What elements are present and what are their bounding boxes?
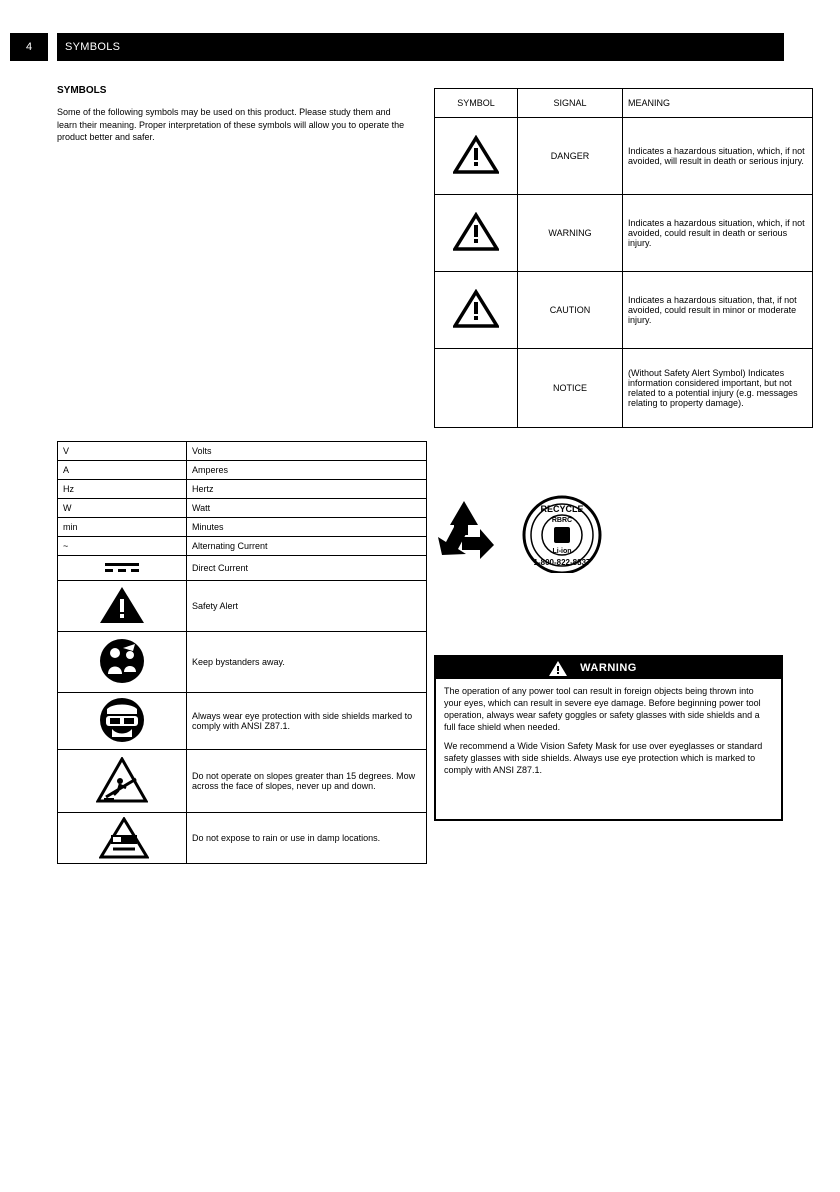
symbol-cell: min: [58, 518, 187, 537]
signal-word: WARNING: [518, 195, 623, 272]
symbol-cell: Hz: [58, 480, 187, 499]
notice-symbol-cell: [435, 349, 518, 428]
warning-box-title: WARNING: [580, 662, 637, 674]
keep-bystanders-away-cell: [58, 632, 187, 693]
table-row: [58, 499, 427, 518]
eye-protection-warning-box: [434, 655, 783, 821]
safety-alert-cell: [58, 581, 187, 632]
table-row: [435, 195, 813, 272]
temperature-cell: [58, 813, 187, 864]
signal-word: CAUTION: [518, 272, 623, 349]
table-row: [58, 750, 427, 813]
table-row: [58, 813, 427, 864]
svg-text:RBRC: RBRC: [551, 517, 573, 524]
signal-meaning: Indicates a hazardous situation, which, if not avoided, could result in death or serious injury.: [623, 195, 813, 272]
symbol-desc-cell: Watt: [187, 499, 427, 518]
signal-meaning: Indicates a hazardous situation, that, if not avoided, could result in minor or moderate injury.: [623, 272, 813, 349]
danger-symbol-cell: [435, 118, 518, 195]
symbol-desc-cell: Minutes: [187, 518, 427, 537]
eye-protection-cell: [58, 693, 187, 750]
page-number-box: [10, 33, 48, 61]
signal-meaning: (Without Safety Alert Symbol) Indicates information considered important, but not related to a potential injury (e.g. messages relating to property damage).: [623, 349, 813, 428]
warning-paragraph: We recommend a Wide Vision Safety Mask for use over eyeglasses or standard safety glasses with side shields. Always use eye protection which is marked to comply with ANSI Z87.1.: [444, 740, 763, 775]
table-row: [435, 349, 813, 428]
symbol-desc-cell: Safety Alert: [187, 581, 427, 632]
warning-box-body: [436, 679, 781, 819]
page-number: 4: [25, 41, 33, 53]
page-title: SYMBOLS: [65, 41, 121, 53]
header-title-bar: [57, 33, 784, 61]
def-header-symbol: SYMBOL: [435, 89, 518, 118]
warning-triangle-icon: [453, 212, 499, 252]
symbol-desc-cell: Always wear eye protection with side shields marked to comply with ANSI Z87.1.: [187, 693, 427, 750]
symbol-cell: W: [58, 499, 187, 518]
slope-hazard-icon: [96, 757, 148, 803]
direct-current-icon: [105, 560, 139, 574]
svg-text:RECYCLE: RECYCLE: [540, 504, 584, 514]
table-row: [58, 461, 427, 480]
warning-triangle-icon: [548, 660, 568, 682]
temperature-icon: [99, 817, 145, 857]
def-header-signal: SIGNAL: [518, 89, 623, 118]
symbol-desc-cell: Keep bystanders away.: [187, 632, 427, 693]
warning-triangle-icon: [453, 289, 499, 329]
symbol-desc-cell: Alternating Current: [187, 537, 427, 556]
symbol-desc-cell: Hertz: [187, 480, 427, 499]
symbol-cell: ~: [58, 537, 187, 556]
symbol-cell: A: [58, 461, 187, 480]
table-row: [435, 272, 813, 349]
table-row: [58, 537, 427, 556]
safety-alert-icon: [99, 585, 145, 625]
symbol-cell: V: [58, 442, 187, 461]
symbol-desc-cell: Direct Current: [187, 556, 427, 581]
table-row: [58, 693, 427, 750]
symbols-intro-paragraph: Some of the following symbols may be used on this product. Please study them and learn their meaning. Proper interpretation of these symbols will allow you to operate the product better and safer.: [57, 107, 405, 143]
caution-symbol-cell: [435, 272, 518, 349]
page-header: [0, 33, 840, 61]
rbrc-seal-icon: [524, 497, 600, 573]
svg-text:Li-ion: Li-ion: [552, 548, 572, 555]
recycle-graphics: [434, 493, 614, 573]
table-header-row: [435, 89, 813, 118]
svg-text:1-800-822-8837: 1-800-822-8837: [533, 558, 591, 567]
table-row: [58, 556, 427, 581]
signal-word: NOTICE: [518, 349, 623, 428]
signal-meaning: Indicates a hazardous situation, which, if not avoided, will result in death or serious injury.: [623, 118, 813, 195]
symbol-desc-cell: Do not expose to rain or use in damp locations.: [187, 813, 427, 864]
symbol-desc-cell: Volts: [187, 442, 427, 461]
warning-symbol-cell: [435, 195, 518, 272]
keep-bystanders-away-icon: [99, 638, 145, 684]
warning-triangle-icon: [453, 135, 499, 175]
table-row: [58, 442, 427, 461]
def-header-meaning: MEANING: [623, 89, 813, 118]
symbol-desc-cell: Amperes: [187, 461, 427, 480]
signal-word-table: [434, 88, 813, 428]
symbols-intro-heading: SYMBOLS: [57, 85, 107, 96]
recycle-arrows-icon: [438, 501, 494, 559]
table-row: [58, 581, 427, 632]
symbols-intro-block: [57, 84, 406, 152]
warning-paragraph: The operation of any power tool can result in foreign objects being thrown into your eyes, which can result in severe eye damage. Before beginning power tool operation, always wear safety goggles or safety glasses with side shields and a full face shield when needed.: [444, 686, 761, 733]
symbol-desc-cell: Do not operate on slopes greater than 15 degrees. Mow across the face of slopes, never up and down.: [187, 750, 427, 813]
warning-box-header: [436, 657, 781, 679]
table-row: [435, 118, 813, 195]
slope-hazard-cell: [58, 750, 187, 813]
table-row: [58, 480, 427, 499]
symbol-table: [57, 441, 427, 864]
eye-protection-icon: [99, 697, 145, 743]
signal-word: DANGER: [518, 118, 623, 195]
direct-current-cell: [58, 556, 187, 581]
table-row: [58, 632, 427, 693]
table-row: [58, 518, 427, 537]
